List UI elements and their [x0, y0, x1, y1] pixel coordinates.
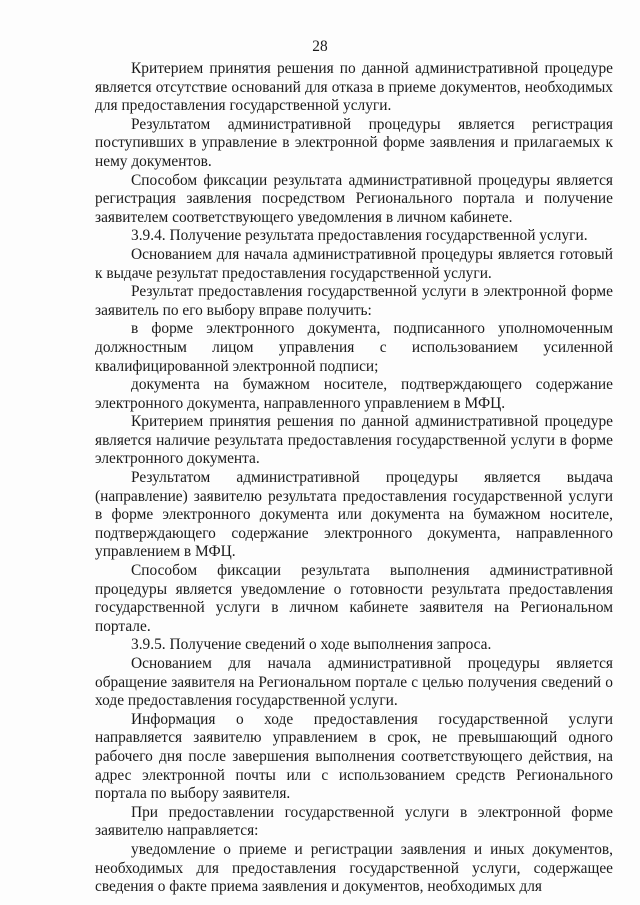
paragraph-basis: Основанием для начала административной процедуры является готовый к выдаче результат предоставления государственной услуги. — [95, 245, 613, 282]
paragraph-fixation-method: Способом фиксации результата административной процедуры является регистрация заявления посредством Регионального портала и получение заявителем соответствующего уведомления в личном кабинете. — [95, 171, 613, 226]
list-item-electronic-document: в форме электронного документа, подписанного уполномоченным должностным лицом управления с использованием усиленной квалифицированной электронной подписи; — [95, 320, 613, 375]
paragraph-result-options: Результат предоставления государственной услуги в электронной форме заявитель по его выбору вправе получить: — [95, 283, 613, 319]
paragraph-procedure-result: Результатом административной процедуры является регистрация поступивших в управление в электронной форме заявления и прилагаемых к нему документов. — [95, 115, 613, 170]
paragraph-decision-criterion-2: Критерием принятия решения по данной административной процедуре является наличие результата предоставления государственной услуги в форме электронного документа. — [95, 413, 613, 468]
paragraph-notifications-intro: При предоставлении государственной услуги в электронной форме заявителю направляется: — [95, 803, 613, 840]
page-number: 28 — [312, 38, 328, 55]
document-body — [95, 60, 613, 897]
list-item-receipt-notification: уведомление о приеме и регистрации заявления и иных документов, необходимых для предоставления государственной услуги, содержащее сведения о факте приема заявления и документов, необходимых для — [95, 840, 613, 896]
paragraph-decision-criterion: Критерием принятия решения по данной административной процедуре является отсутствие оснований для отказа в приеме документов, необходимых для предоставления государственной услуги. — [95, 60, 613, 115]
paragraph-procedure-result-2: Результатом административной процедуры является выдача (направление) заявителю результата предоставления государственной услуги в форме электронного документа или документа на бумажном носителе, подтверждающего содержание электронного документа, направленного управлением в МФЦ. — [95, 469, 613, 561]
section-heading-3-9-4: 3.9.4. Получение результата предоставления государственной услуги. — [131, 227, 588, 245]
paragraph-progress-info: Информация о ходе предоставления государственной услуги направляется заявителю управлением в срок, не превышающий одного рабочего дня после завершения выполнения соответствующего действия, на адрес электронной почты или с использованием средств Регионального портала по выбору заявителя. — [95, 710, 613, 803]
list-item-paper-document: документа на бумажном носителе, подтверждающего содержание электронного документа, направленного управлением в МФЦ. — [95, 376, 613, 412]
paragraph-basis-2: Основанием для начала административной процедуры является обращение заявителя на Региональном портале с целью получения сведений о ходе предоставления государственной услуги. — [95, 655, 613, 710]
section-heading-3-9-5: 3.9.5. Получение сведений о ходе выполнения запроса. — [131, 636, 492, 654]
paragraph-fixation-method-2: Способом фиксации результата выполнения административной процедуры является уведомление о готовности результата предоставления государственной услуги в личном кабинете заявителя на Региональном портале. — [95, 562, 613, 635]
